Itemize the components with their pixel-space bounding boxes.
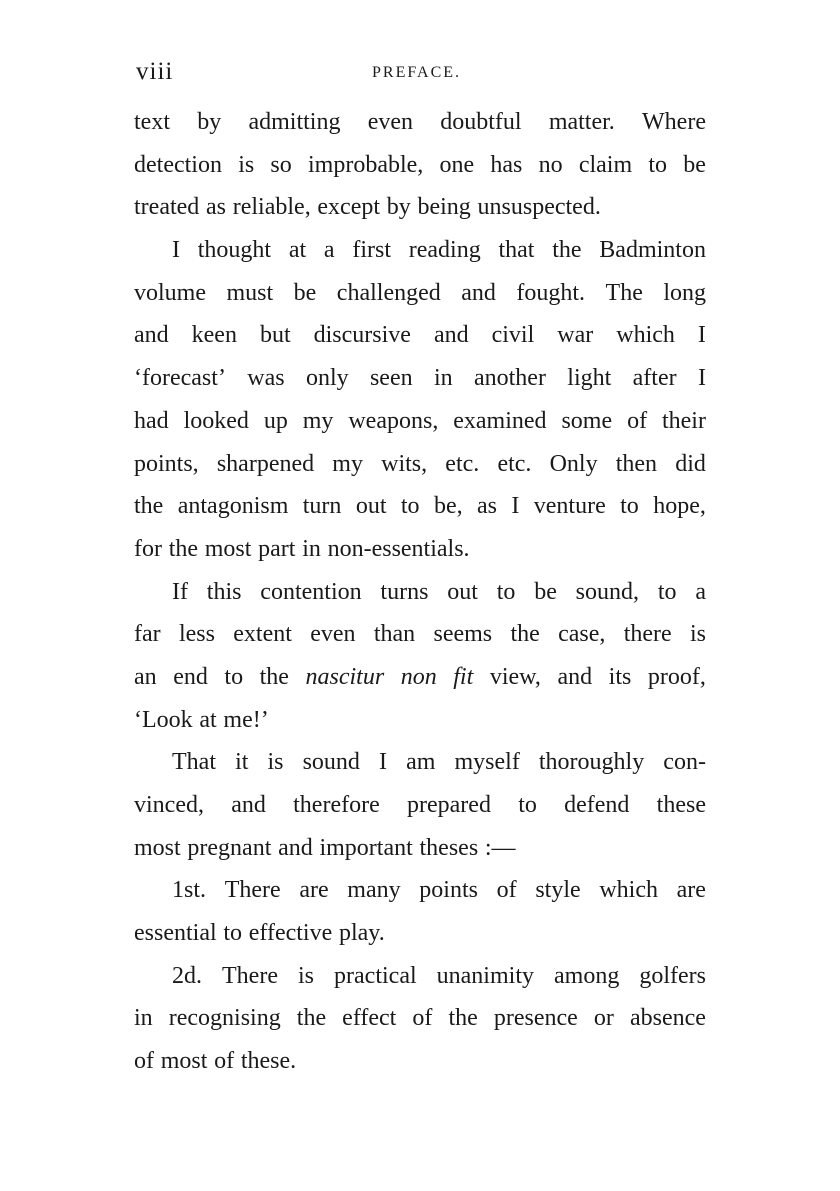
word: these	[656, 792, 706, 818]
word: sound	[302, 749, 360, 776]
word: Where	[642, 109, 706, 135]
word: fought.	[516, 279, 586, 306]
word: are	[676, 877, 706, 904]
word: is	[267, 749, 284, 776]
word: the	[296, 1005, 327, 1032]
text-line	[134, 314, 706, 357]
word: absence	[629, 1005, 706, 1032]
word: points,	[134, 450, 199, 477]
word: matter.	[548, 109, 615, 135]
word: practical	[334, 962, 417, 989]
word: style	[535, 877, 581, 904]
word: to	[223, 920, 243, 947]
word: am	[406, 749, 436, 776]
word: to	[620, 493, 639, 520]
word: many	[347, 877, 401, 904]
word: in	[134, 1005, 153, 1032]
word: it	[235, 749, 249, 776]
word: has	[490, 151, 523, 178]
text-line	[134, 656, 706, 699]
word: challenged	[336, 279, 441, 306]
word: I	[172, 237, 180, 264]
word: end	[173, 663, 208, 690]
word: therefore	[293, 792, 380, 818]
word: ‘forecast’	[134, 365, 226, 392]
text-line	[134, 144, 706, 187]
text-line	[134, 1040, 706, 1083]
word: sharpened	[216, 450, 315, 477]
word: ‘Look	[134, 706, 193, 733]
word: of	[627, 407, 648, 434]
word: or	[593, 1005, 614, 1032]
running-head: PREFACE.	[372, 64, 462, 81]
word: even	[310, 621, 356, 648]
word: non	[400, 663, 437, 690]
word: etc.	[445, 450, 480, 477]
word: turns	[380, 578, 429, 605]
text-line	[134, 400, 706, 443]
word: and	[278, 834, 313, 861]
word: which	[599, 877, 658, 904]
word: the	[134, 493, 164, 520]
word: most	[204, 535, 252, 562]
word: by	[197, 109, 222, 135]
word: is	[238, 151, 255, 178]
word: unsuspected.	[477, 194, 601, 221]
word: no	[538, 151, 563, 178]
word: a	[323, 237, 335, 264]
word: being	[417, 194, 471, 221]
word: after	[632, 365, 677, 392]
word: I	[379, 749, 387, 776]
text-line	[134, 229, 706, 272]
word: to	[496, 578, 516, 605]
word: had	[134, 407, 169, 434]
word: except	[317, 194, 381, 221]
word: an	[134, 663, 157, 690]
word: one	[439, 151, 475, 178]
word: unanimity	[436, 962, 534, 989]
word: their	[661, 407, 706, 434]
text-line	[134, 528, 706, 571]
text-line	[134, 357, 706, 400]
word: seems	[433, 621, 493, 648]
word: light	[567, 365, 612, 392]
word: be	[534, 578, 557, 605]
word: of	[496, 877, 517, 904]
word: are	[299, 877, 329, 904]
word: presence	[493, 1005, 578, 1032]
word: and	[134, 322, 169, 349]
word: some	[561, 407, 613, 434]
word: and	[461, 279, 496, 306]
word: is	[298, 962, 315, 989]
word: less	[178, 621, 215, 648]
word: thought	[197, 237, 272, 264]
word: these.	[240, 1048, 297, 1075]
word: wits,	[381, 450, 428, 477]
word: to	[648, 151, 668, 178]
word: another	[473, 365, 546, 392]
word: thoroughly	[538, 749, 645, 776]
word: play.	[338, 920, 385, 947]
word: antagonism	[177, 493, 289, 520]
word: reading	[408, 237, 481, 264]
word: con-	[663, 749, 706, 776]
word: effect	[342, 1005, 397, 1032]
word: I	[697, 322, 706, 349]
word: civil	[491, 322, 535, 349]
word: proof,	[647, 663, 706, 690]
word: for	[134, 535, 162, 562]
word: must	[226, 279, 274, 306]
word: part	[258, 535, 296, 562]
word: was	[247, 365, 285, 392]
word: is	[689, 621, 706, 648]
text-line	[134, 272, 706, 315]
word: that	[498, 237, 535, 264]
word: my	[302, 407, 334, 434]
word: nascitur	[305, 663, 385, 690]
word: vinced,	[134, 792, 204, 818]
word: a	[695, 578, 706, 605]
word: to	[224, 663, 244, 690]
word: improbable,	[307, 151, 424, 178]
word: most	[134, 834, 181, 861]
word: theses	[419, 834, 479, 861]
word: and	[557, 663, 593, 690]
word: war	[557, 322, 594, 349]
word: effective	[248, 920, 333, 947]
word: Badminton	[599, 237, 706, 264]
word: 1st.	[172, 877, 207, 904]
word: in	[302, 535, 321, 562]
word: then	[615, 450, 658, 477]
word: to	[657, 578, 677, 605]
word: but	[259, 322, 291, 349]
word: far	[134, 621, 161, 648]
text-line	[134, 101, 706, 144]
word: essential	[134, 920, 217, 947]
word: venture	[533, 493, 606, 520]
word: There	[222, 962, 278, 989]
text-line	[134, 613, 706, 656]
word: case,	[558, 621, 606, 648]
word: admitting	[248, 109, 341, 135]
text-line	[134, 741, 706, 784]
text-line	[134, 869, 706, 912]
word: the	[168, 535, 199, 562]
word: as	[477, 493, 497, 520]
word: If	[172, 578, 188, 605]
word: this	[206, 578, 242, 605]
word: examined	[453, 407, 547, 434]
word: fit	[453, 663, 474, 690]
word: out	[355, 493, 387, 520]
word: as	[206, 194, 227, 221]
word: by	[386, 194, 411, 221]
word: golfers	[639, 962, 706, 989]
word: to	[400, 493, 420, 520]
word: of	[214, 1048, 235, 1075]
word: looked	[183, 407, 249, 434]
word: seen	[369, 365, 413, 392]
word: of	[412, 1005, 433, 1032]
word: which	[616, 322, 675, 349]
word: the	[259, 663, 289, 690]
word: be	[683, 151, 706, 178]
word: than	[373, 621, 416, 648]
word: I	[511, 493, 520, 520]
word: so	[270, 151, 292, 178]
word: at	[199, 706, 217, 733]
word: 2d.	[172, 962, 202, 989]
word: extent	[233, 621, 292, 648]
word: turn	[302, 493, 342, 520]
word: recognising	[168, 1005, 281, 1032]
word: treated	[134, 194, 200, 221]
word: sound,	[575, 578, 640, 605]
text-line	[134, 699, 706, 742]
word: in	[433, 365, 453, 392]
word: hope,	[653, 493, 706, 520]
text-line	[134, 827, 706, 870]
word: keen	[191, 322, 237, 349]
word: myself	[454, 749, 520, 776]
word: The	[605, 279, 643, 306]
word: I	[697, 365, 706, 392]
word: and	[231, 792, 266, 818]
word: long	[663, 279, 706, 306]
word: most	[160, 1048, 208, 1075]
text-line	[134, 485, 706, 528]
word: of	[134, 1048, 154, 1075]
word: my	[332, 450, 363, 477]
word: important	[319, 834, 413, 861]
word: at	[288, 237, 307, 264]
word: there	[623, 621, 672, 648]
word: its	[608, 663, 632, 690]
text-line	[134, 912, 706, 955]
word: claim	[578, 151, 633, 178]
word: pregnant	[187, 834, 272, 861]
word: :—	[484, 834, 516, 861]
text-line	[134, 784, 706, 827]
page-number: viii	[136, 58, 174, 85]
word: defend	[564, 792, 630, 818]
word: text	[134, 109, 170, 135]
word: and	[433, 322, 469, 349]
word: reliable,	[232, 194, 311, 221]
word: among	[554, 962, 620, 989]
word: only	[305, 365, 349, 392]
word: non-essentials.	[327, 535, 470, 562]
word: be	[293, 279, 317, 306]
word: Only	[549, 450, 598, 477]
text-line	[134, 997, 706, 1040]
text-line	[134, 571, 706, 614]
word: even	[367, 109, 414, 135]
word: the	[552, 237, 582, 264]
word: That	[172, 749, 216, 776]
word: up	[263, 407, 288, 434]
word: me!’	[223, 706, 269, 733]
word: volume	[134, 279, 206, 306]
word: doubtful	[440, 109, 522, 135]
word: contention	[260, 578, 362, 605]
word: the	[510, 621, 540, 648]
word: discursive	[313, 322, 411, 349]
word: view,	[489, 663, 541, 690]
word: be,	[433, 493, 463, 520]
word: points	[419, 877, 478, 904]
word: detection	[134, 151, 222, 178]
word: weapons,	[348, 407, 439, 434]
word: out	[447, 578, 478, 605]
text-line	[134, 443, 706, 486]
word: did	[675, 450, 706, 477]
word: prepared	[407, 792, 491, 818]
word: the	[448, 1005, 478, 1032]
body-text	[134, 101, 706, 1083]
text-line	[134, 186, 706, 229]
word: etc.	[497, 450, 532, 477]
text-line	[134, 955, 706, 998]
word: first	[352, 237, 391, 264]
word: There	[224, 877, 281, 904]
word: to	[518, 792, 537, 818]
